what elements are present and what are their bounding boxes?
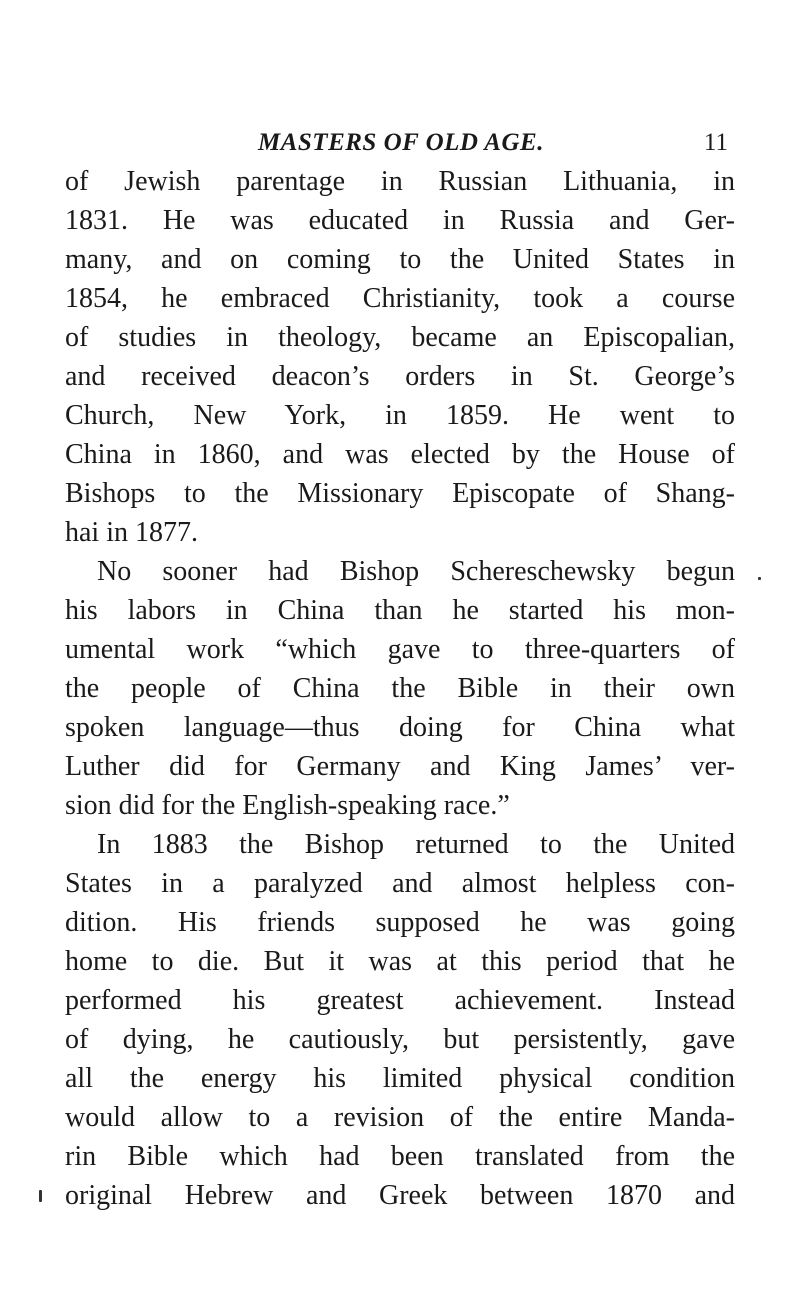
text-line: dition. His friends supposed he was going — [65, 907, 735, 938]
paragraph-start-line: No sooner had Bishop Schereschewsky begun — [97, 556, 735, 587]
text-line: of dying, he cautiously, but persistently, gave — [65, 1024, 735, 1055]
running-head — [258, 126, 728, 160]
text-line: performed his greatest achievement. Instead — [65, 985, 735, 1016]
paragraph-start-line: In 1883 the Bishop returned to the United — [97, 829, 735, 860]
page-number: 11 — [703, 129, 728, 156]
text-line: Bishops to the Missionary Episcopate of Shang- — [65, 478, 735, 509]
running-title: MASTERS OF OLD AGE. — [258, 129, 544, 156]
text-line: his labors in China than he started his mon- — [65, 595, 735, 626]
text-line: 1831. He was educated in Russia and Ger- — [65, 205, 735, 236]
text-line: 1854, he embraced Christianity, took a course — [65, 283, 735, 314]
text-line: home to die. But it was at this period that he — [65, 946, 735, 977]
text-line: umental work “which gave to three-quarters of — [65, 634, 735, 665]
text-line: States in a paralyzed and almost helpless con- — [65, 868, 735, 899]
text-line: original Hebrew and Greek between 1870 and — [65, 1180, 735, 1211]
paragraph-end-line: hai in 1877. — [65, 517, 198, 548]
ink-speck — [39, 1190, 42, 1202]
text-line: of studies in theology, became an Episcopalian, — [65, 322, 735, 353]
paragraph-end-line: sion did for the English-speaking race.” — [65, 790, 510, 821]
text-line: spoken language—thus doing for China what — [65, 712, 735, 743]
text-line: and received deacon’s orders in St. George’s — [65, 361, 735, 392]
text-line: rin Bible which had been translated from the — [65, 1141, 735, 1172]
text-line: would allow to a revision of the entire Manda- — [65, 1102, 735, 1133]
text-line: China in 1860, and was elected by the House of — [65, 439, 735, 470]
text-line: Luther did for Germany and King James’ ver- — [65, 751, 735, 782]
text-line: many, and on coming to the United States in — [65, 244, 735, 275]
text-line: of Jewish parentage in Russian Lithuania, in — [65, 166, 735, 197]
body-text — [65, 162, 735, 1215]
ink-speck — [758, 577, 761, 580]
text-line: all the energy his limited physical condition — [65, 1063, 735, 1094]
text-line: the people of China the Bible in their own — [65, 673, 735, 704]
text-line: Church, New York, in 1859. He went to — [65, 400, 735, 431]
